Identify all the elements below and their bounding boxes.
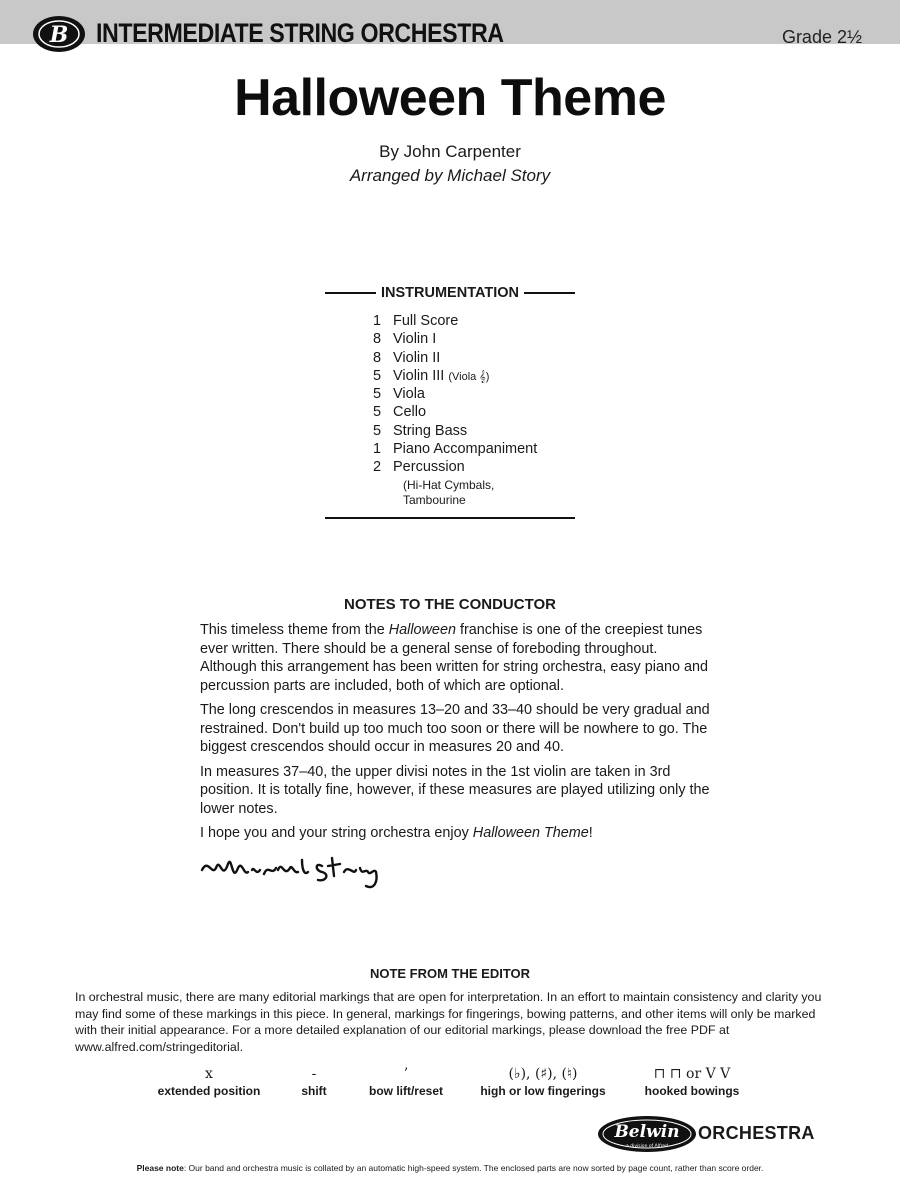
instrument-quantity: 1 bbox=[373, 441, 382, 458]
instrument-quantity: 2 bbox=[373, 459, 382, 476]
editor-heading: NOTE FROM THE EDITOR bbox=[369, 966, 531, 981]
arranger-signature bbox=[198, 846, 398, 896]
notes-paragraph-2: The long crescendos in measures 13–20 and 33–40 should be very gradual and restrained. Don't build up too much too soon or there will be nowhere to go. The biggest crescendos should occur in measures 20 and 40. bbox=[200, 702, 710, 755]
notes-paragraph-1: This timeless theme from the Halloween franchise is one of the creepiest tunes ever written. There should be a general sense of foreboding throughout. Although this arrangement has been written for string orchestra, easy piano and percussion parts are included, both of which are optional. bbox=[200, 622, 708, 694]
brand-name: Belwin bbox=[614, 1122, 680, 1142]
instrument-quantity: 5 bbox=[373, 404, 382, 421]
instrument-name: Viola bbox=[393, 386, 425, 403]
brand-tagline: a division of Alfred bbox=[626, 1144, 668, 1149]
instrument-quantity: 5 bbox=[373, 422, 382, 439]
marking-bow-lift bbox=[360, 1064, 452, 1098]
marking-shift bbox=[284, 1064, 344, 1098]
instrument-name: Violin II bbox=[393, 349, 441, 366]
instrumentation-heading bbox=[325, 285, 575, 301]
instrument-row bbox=[373, 459, 593, 477]
heading-rule-left bbox=[325, 292, 376, 294]
marking-fingerings bbox=[476, 1064, 610, 1098]
instrument-quantity: 1 bbox=[373, 313, 382, 329]
instrument-row bbox=[373, 423, 593, 441]
composer: By John Carpenter bbox=[379, 142, 521, 161]
instrumentation-title: INSTRUMENTATION bbox=[381, 285, 520, 301]
instrument-quantity: 5 bbox=[373, 386, 382, 403]
svg-text:B: B bbox=[49, 22, 69, 48]
notes-heading: NOTES TO THE CONDUCTOR bbox=[344, 596, 556, 613]
instrument-name: Violin III bbox=[393, 367, 445, 384]
shift-symbol: - bbox=[311, 1066, 317, 1082]
piece-title: Halloween Theme bbox=[234, 69, 666, 127]
heading-rule-right bbox=[524, 292, 575, 294]
instrument-name: Cello bbox=[393, 404, 427, 421]
marking-hooked-bowings bbox=[636, 1064, 748, 1098]
instrument-name: Full Score bbox=[393, 313, 459, 329]
marking-label: hooked bowings bbox=[644, 1084, 740, 1098]
footer-note: Please note: Our band and orchestra music is collated by an automatic high-speed system. The enclosed parts are now sorted by page count, rather than score order. bbox=[136, 1163, 764, 1173]
notes-paragraph-4: I hope you and your string orchestra enjoy Halloween Theme! bbox=[200, 825, 593, 841]
instrument-quantity: 8 bbox=[373, 331, 382, 348]
instrument-row bbox=[373, 441, 593, 459]
instrument-row bbox=[373, 368, 593, 386]
instrument-row bbox=[373, 404, 593, 422]
marking-label: shift bbox=[301, 1084, 327, 1098]
instrument-name: Piano Accompaniment bbox=[393, 441, 538, 458]
marking-label: high or low fingerings bbox=[480, 1084, 606, 1098]
percussion-detail: Tambourine bbox=[403, 492, 466, 507]
marking-label: extended position bbox=[157, 1084, 261, 1098]
hooked-bowings-symbol: ⊓ ⊓ or V V bbox=[653, 1066, 731, 1082]
instrument-row bbox=[373, 331, 593, 349]
fingerings-symbol: (♭), (♯), (♮) bbox=[508, 1066, 578, 1082]
percussion-detail: (Hi-Hat Cymbals, bbox=[403, 477, 495, 492]
instrument-row bbox=[373, 313, 593, 331]
arranger: Arranged by Michael Story bbox=[349, 166, 551, 185]
grade-label: Grade 2½ bbox=[781, 27, 862, 47]
instrument-name: Violin I bbox=[393, 331, 437, 348]
extended-position-symbol: x bbox=[205, 1066, 213, 1082]
instrument-note: (Viola 𝄞) bbox=[448, 370, 490, 383]
marking-label: bow lift/reset bbox=[368, 1084, 443, 1098]
editor-note: In orchestral music, there are many editorial markings that are open for interpretation. In an effort to maintain consistency and clarity you may find some of these markings in this piece. In general, markings for fingerings, bowing patterns, and other items will only be marked with their initial appearance. For a more detailed explanation of our editorial markings, please download the free PDF at www.alfred.com/stringeditorial. bbox=[75, 990, 822, 1054]
instrument-quantity: 8 bbox=[373, 349, 382, 366]
instrumentation-list bbox=[373, 313, 593, 508]
brand-orchestra-label: ORCHESTRA bbox=[698, 1123, 815, 1143]
instrument-row bbox=[373, 350, 593, 368]
instrument-name: String Bass bbox=[393, 422, 468, 439]
conductor-notes bbox=[200, 621, 710, 849]
instrument-quantity: 5 bbox=[373, 367, 382, 384]
belwin-b-logo bbox=[32, 14, 86, 54]
instrumentation-bottom-rule bbox=[325, 517, 575, 519]
marking-extended-position bbox=[150, 1064, 268, 1098]
instrument-name: Percussion bbox=[393, 459, 465, 476]
series-title: INTERMEDIATE STRING ORCHESTRA bbox=[96, 18, 504, 48]
bow-lift-symbol: ’ bbox=[403, 1066, 409, 1082]
notes-paragraph-3: In measures 37–40, the upper divisi notes in the 1st violin are taken in 3rd position. It is totally fine, however, if these measures are played utilizing only the lower notes. bbox=[200, 763, 710, 817]
